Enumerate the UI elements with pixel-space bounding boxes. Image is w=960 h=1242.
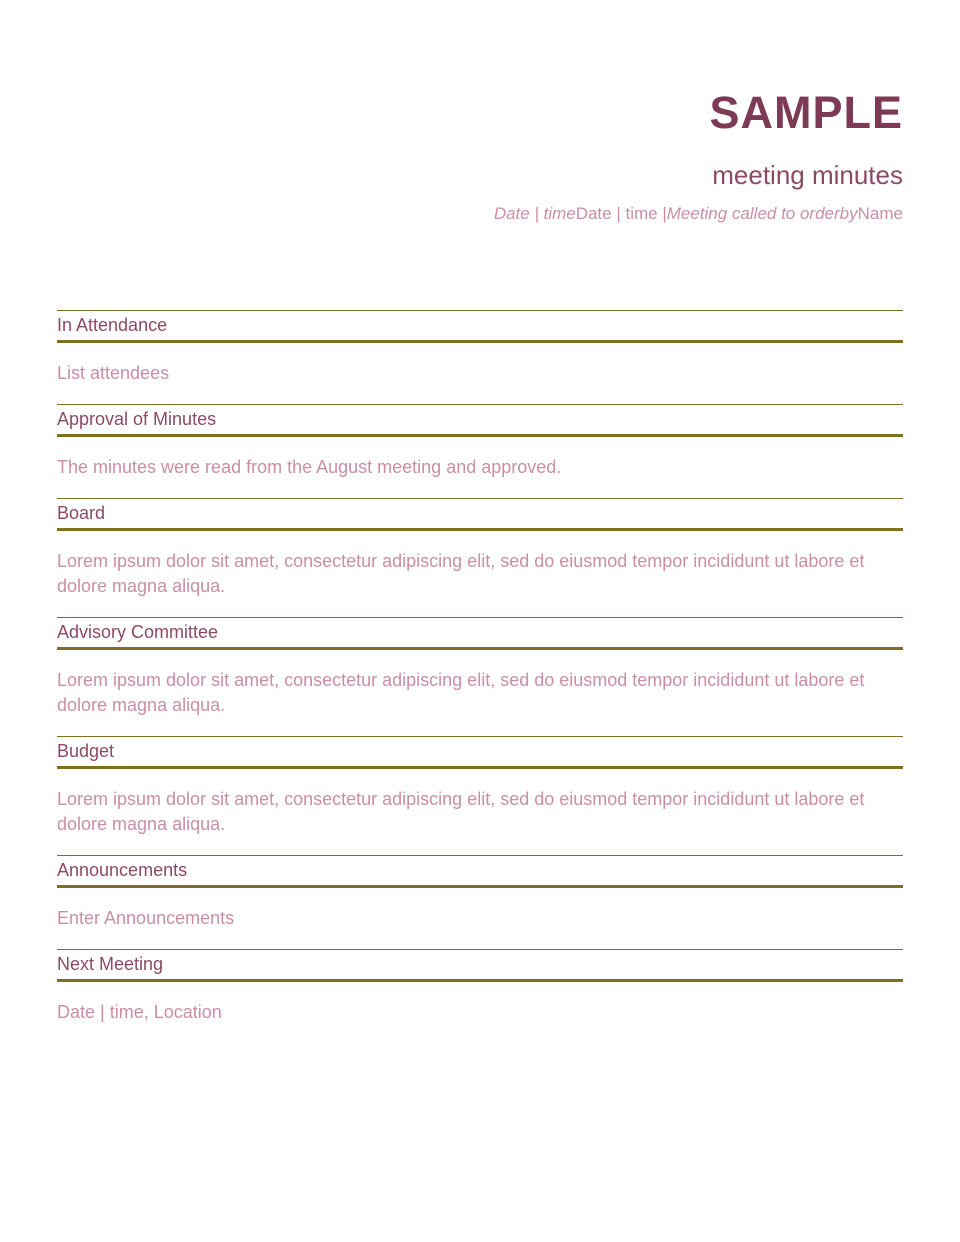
meta-segment-label: Date | time <box>493 204 576 223</box>
section-body-placeholder[interactable]: Lorem ipsum dolor sit amet, consectetur adipiscing elit, sed do eiusmod tempor incididunt ut labore et dolore magna aliqua. <box>57 551 865 596</box>
section-title: Advisory Committee <box>57 617 903 650</box>
document-section <box>57 855 903 949</box>
sample-watermark-title: SAMPLE <box>709 87 903 138</box>
section-body-placeholder[interactable]: Lorem ipsum dolor sit amet, consectetur adipiscing elit, sed do eiusmod tempor incididunt ut labore et dolore magna aliqua. <box>57 670 865 715</box>
meta-segment-label: by <box>839 204 858 223</box>
document-subtitle: meeting minutes <box>712 160 903 190</box>
meta-segment-value: Name <box>857 204 903 223</box>
section-title: Announcements <box>57 855 903 888</box>
section-body-placeholder[interactable]: Date | time, Location <box>57 1002 222 1022</box>
section-body-placeholder[interactable]: The minutes were read from the August meeting and approved. <box>57 457 562 477</box>
meta-segment-value: Date | time | <box>575 204 667 223</box>
document-section <box>57 310 903 404</box>
document-section <box>57 949 903 1043</box>
meeting-meta-line <box>57 203 903 225</box>
section-title: Budget <box>57 736 903 769</box>
section-body-placeholder[interactable]: Lorem ipsum dolor sit amet, consectetur adipiscing elit, sed do eiusmod tempor incididunt ut labore et dolore magna aliqua. <box>57 789 865 834</box>
section-title: Board <box>57 498 903 531</box>
meta-segment-label: Meeting called to order <box>666 204 840 223</box>
document-section <box>57 617 903 736</box>
document-section <box>57 404 903 498</box>
section-body-placeholder[interactable]: List attendees <box>57 363 170 383</box>
section-title: Next Meeting <box>57 949 903 982</box>
document-section <box>57 736 903 855</box>
section-title: Approval of Minutes <box>57 404 903 437</box>
document-section <box>57 498 903 617</box>
sections-container <box>57 310 903 1043</box>
section-body-placeholder[interactable]: Enter Announcements <box>57 908 235 928</box>
document-header <box>57 0 903 225</box>
section-title: In Attendance <box>57 310 903 343</box>
